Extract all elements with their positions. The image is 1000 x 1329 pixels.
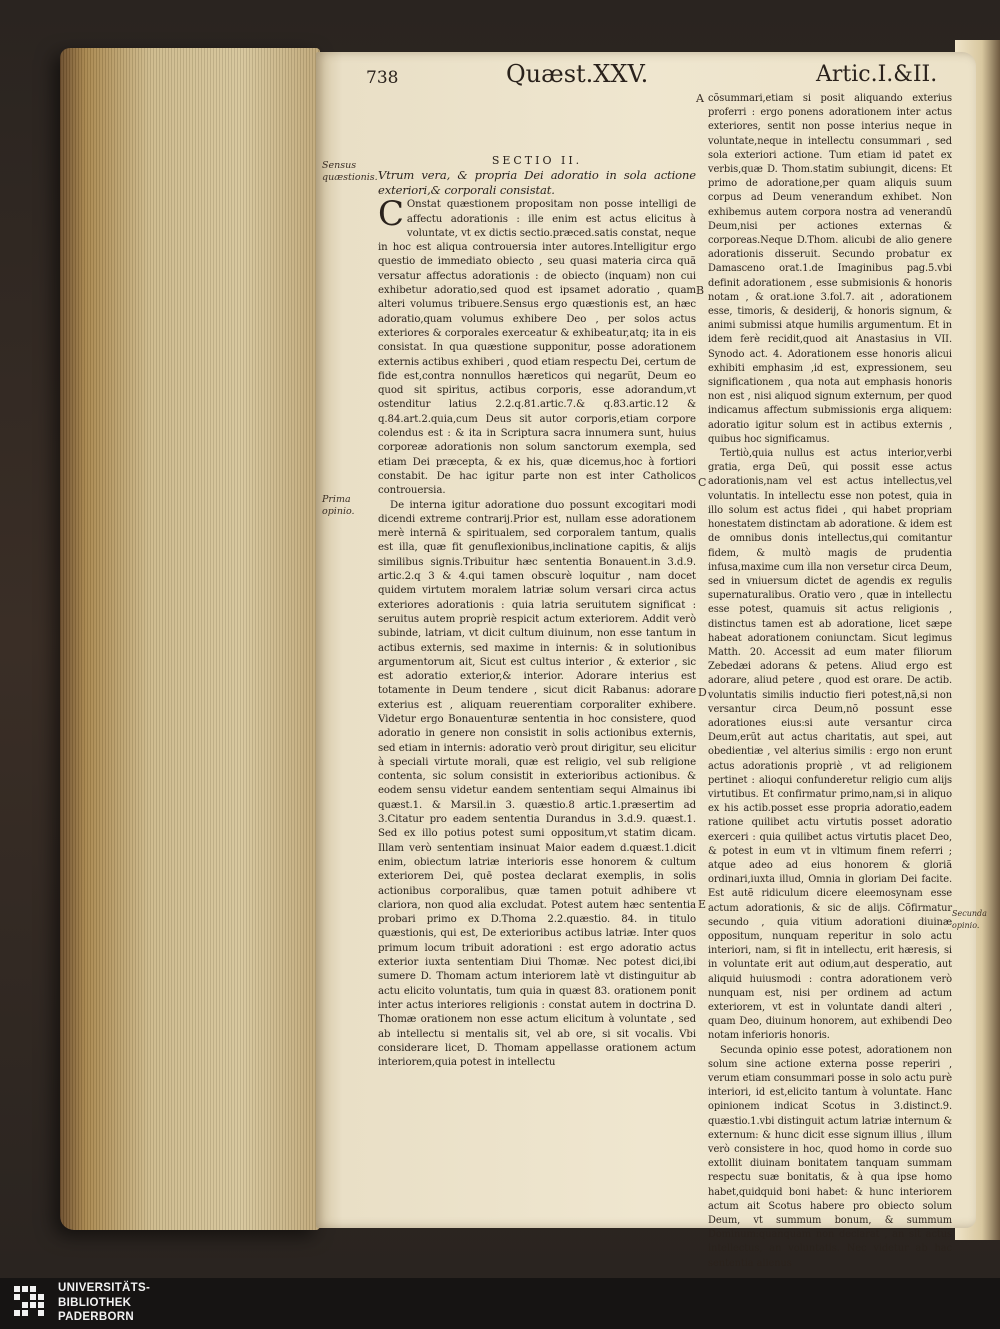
paragraph-text: Onstat quæstionem propositam non posse intelligi de affectu adorationis : ille enim est actus elicitus à voluntate, vt ex dictis sectio.præced.satis constat, neque in hoc est aliqua controuersia inter autores.Intelligitur ergo questio de immediato obiecto , seu quasi materia circa quã versatur affectus adorationis : de obiecto (inquam) non cui exhibetur adoratio,sed quod est ipsamet adoratio , quam alteri volumus tribuere.Sensus ergo quæstionis est, an hæc adoratio,quam volumus exhibere Deo , per solos actus exteriores & corporales exerceatur & exhibeatur,atq; ita in eis consistat. In qua quæstione supponitur, posse adorationem externis actibus exhiberi , quod etiam respectu Dei, certum de fide est,contra nonnullos hæreticos qui negarũt, Deum eo quod sit spiritus, actibus corporis, esse adorandum,vt ostenditur latius 2.2.q.81.artic.7.& q.83.artic.12 & q.84.art.2.quia,cum Deus sit autor corporis,etiam corpore colendus est : & ita in Scriptura sacra innumera sunt, huius corporeæ adorationis non solum sanctorum exempla, sed etiam Dei præcepta, & ex his, quæ dicemus,hoc à fortiori constabit. De hac igitur parte non est inter Catholicos controuersia. xyxy=(378,199,696,497)
paragraph: Secunda opinio esse potest, adorationem non solum sine actione externa posse reperiri , verum etiam consummari posse in solo actu purè interiori, id est,elicito tantum à voluntate. Hanc opinionem indicat Scotus in 3.distinct.9. quæstio.1.vbi distinguit actum latriæ internum & externum: & hunc dicit esse signum illius , illum verò consistere in hoc, quod homo in corde suo extollit diuinam bonitatem tanquam summam respectu suæ bonitatis, & à qua ipse homo habet,quidquid boni habet: & hunc interiorem actum ait Scotus habere pro obiecto solum Deum, vt summum bonum, & summum Dominum:quanquam non declarat , an sit actus intellectus, an voluntatis. Nec videtur ab hac sententia alienus xyxy=(708,1044,952,1269)
page-number: 738 xyxy=(366,68,399,88)
left-column xyxy=(378,154,696,1194)
library-name-line3: PADERBORN xyxy=(58,1311,134,1323)
library-name xyxy=(58,1281,150,1325)
section-letter-b: B xyxy=(696,284,705,297)
section-letter-a: A xyxy=(696,92,704,105)
running-head-article: Artic.I.&II. xyxy=(816,62,938,87)
margin-note-secunda-opinio: Secunda opinio. xyxy=(952,909,987,930)
book-page xyxy=(316,52,987,1269)
book-page-edges xyxy=(60,48,320,1230)
margin-note-sensus: Sensus quæstionis. xyxy=(322,160,378,183)
library-footer xyxy=(0,1278,1000,1329)
library-name-line1: UNIVERSITÄTS- xyxy=(58,1282,151,1294)
library-logo-icon xyxy=(12,1284,50,1322)
section-letter-d: D xyxy=(698,686,707,699)
paragraph xyxy=(378,194,696,498)
right-column xyxy=(708,92,952,1269)
drop-cap-initial: C xyxy=(378,194,404,235)
section-heading: SECTIO II. xyxy=(491,154,583,167)
margin-note-prima-opinio: Prima opinio. xyxy=(322,494,355,517)
paragraph: De interna igitur adoratione duo possunt excogitari modi dicendi extreme contrarij.Prior est, nullam esse adorationem merè internã & spiritualem, sed corporalem tantum, qualis est illa, quæ fit genuflexionibus,inclinatione capitis, & alijs similibus signis.Tribuitur hæc sententia Bonauent.in 3.d.9. artic.2.q 3 & 4.qui tamen obscurè loquitur , nam docet quidem virtutem moralem latriæ solum versari circa actus exteriores adorationis : quia latria seruitutem significat : seruitus autem propriè respicit actum exteriorem. Addit verò subinde, latriam, vt dicit cultum diuinum, non esse tantum in actibus externis, sed maxime in internis: & in solutionibus argumentorum ait, Sicut est cultus interior , & exterior , sic est adoratio exterior,& interior. Adorare interius est totamente in Deum tendere , sicut dicit Rabanus: adorare exterius est , aliquam reuerentiam corporaliter exhibere. Videtur ergo Bonauenturæ sententia in hoc consistere, quod adoratio in genere non consistit in solis actionibus externis, sed etiam in internis: adoratio verò prout dirigitur, seu elicitur à speciali virtute morali, quæ est religio, vel sub religione contenta, sic solum consistit in exterioribus actionibus. & eodem sensu videtur eandem sententiam sequi Almainus ibi quæst.1. & Marsil.in 3. quæstio.8 artic.1.præsertim ad 3.Citatur pro eadem sententia Durandus in 3.d.9. quæst.1. Sed ex illo potius potest sumi oppositum,vt statim dicam. Illam verò sententiam insinuat Maior eadem d.quæst.1.dicit enim, obiectum latriæ interioris esse honorem & cultum exteriorem Dei, quē postea declarat exemplis, in solis actionibus corporalibus, quæ tamen potuit adhibere vt clariora, non quod alia excludat. Potest autem hæc sententia probari primo ex D.Thoma 2.2.quæstio. 84. in titulo quæstionis, qui est, De exterioribus actibus latriæ. Inter quos primum locum tribuit adorationi : est ergo adoratio actus exterior iuxta sententiam Diui Thomæ. Nec potest dici,ibi sumere D. Thomam actum interiorem latè vt distinguitur ab actu elicito voluntatis, tum quia in quæst 83. orationem ponit inter actus interiores religionis : constat autem in doctrina D. Thomæ orationem non esse actum elicitum à voluntate , sed ab intellectu si mentalis sit, vel ab ore, si sit vocalis. Vbi considerare licet, D. Thomam appellasse orationem actum interiorem,quia potest in intellectu xyxy=(378,499,696,1069)
library-name-line2: BIBLIOTHEK xyxy=(58,1296,132,1309)
running-head-question: Quæst.XXV. xyxy=(506,60,649,88)
section-letter-e: E xyxy=(698,898,707,911)
paragraph: cõsummari,etiam si posit aliquando exterius proferri : ergo ponens adorationem inter actus exteriores, sentit non posse interius neque in voluntate,neque in intellectu consummari , sed sola exteriori actione. Tum etiam id patet ex verbis,quæ D. Thom.statim subiungit, dicens: Et primo de adoratione,per quam aliquis suum corpus ad Deum venerandum exhibet. Non exhibemus autem corpora nostra ad venerandũ Deum,nisi per actiones externas & corporeas.Neque D.Thom. alicubi de alio genere adorationis disseruit. Secundo probatur ex Damasceno orat.1.de Imaginibus pag.5.vbi definit adorationem , esse submisionis & honoris notam , & orat.ione 3.fol.7. ait , adorationem esse, timoris, & desiderij, & honoris signum, & animi submissi atque humilis argumentum. Et in idem ferè recidit,quod ait Anastasius in VII. Synodo act. 4. Adorationem esse honoris alicui exhibiti emphasim ,id est, expressionem, seu significationem , qua nota aut emphasis honoris non est , nisi aliquod signum externum, per quod indicamus affectum submissionis erga aliquem: adoratio igitur solum est in actibus externis , quibus hoc significamus. xyxy=(708,93,952,445)
section-letter-c: C xyxy=(698,476,707,489)
section-title: Vtrum vera, & propria Dei adoratio in sola actione exteriori,& corporali consistat. xyxy=(378,168,696,198)
paragraph: Tertiò,quia nullus est actus interior,verbi gratia, erga Deũ, qui possit esse actus adorationis,nam vel est actus intellectus,vel voluntatis. In intellectu esse non potest, quia in illo solum est actus fidei , qui habet propriam honestatem distinctam ab adoratione. & idem est de omnibus donis intellectus,qui comitantur fidem, & multò magis de prudentia infusa,maxime cum illa non versetur circa Deum, sed in vniuersum dictet de agendis ex regulis supernaturalibus. Oratio vero , quæ in intellectu esse potest, quamuis sit actus religionis , distinctus tamen est ab adoratione, licet sæpe habeat adorationem coniunctam. Sicut legimus Matth. 20. Accessit ad eum mater filiorum Zebedæi adorans & petens. Aliud ergo est adorare, aliud petere , quod est orare. De actib. voluntatis similis inductio fieri potest,nã,si non versantur circa Deum,nõ possunt esse adorationes eius:si aute versantur circa Deum,erũt aut actus charitatis, aut spei, aut obedientiæ , vel alterius similis : ergo non erunt actus adorationis propriè , vt ad religionem pertinet : alioqui confunderetur religio cum alijs virtutibus. Et confirmatur primo,nam,si in aliquo ex his actib.posset esse propria adoratio,eadem ratione quilibet actu virtutis posset adoratio exerceri : quia quilibet actus virtutis placet Deo, & potest in eum vt in vltimum finem referri ; atque adeo ad eius honorem & gloriã ordinari,iuxta illud, Omnia in gloriam Dei facite. Est autẽ ridiculum dicere eleemosynam esse actum adorationis, & sic de alijs. Cõfirmatur secundo , quia vitium adorationi diuinæ oppositum, nunquam reperitur in solo actu interiori, nam, si fit in intellectu, erit hæresis, si in voluntate erit aut odium,aut desperatio, aut aliquid huiusmodi : contra adorationem verò nunquam est, nisi per ordinem ad actum exteriorem, vt est in voluntate dandi alteri , quam Deo, diuinum honorem, aut exhibendi Deo notam inferioris honoris. xyxy=(708,448,952,1042)
